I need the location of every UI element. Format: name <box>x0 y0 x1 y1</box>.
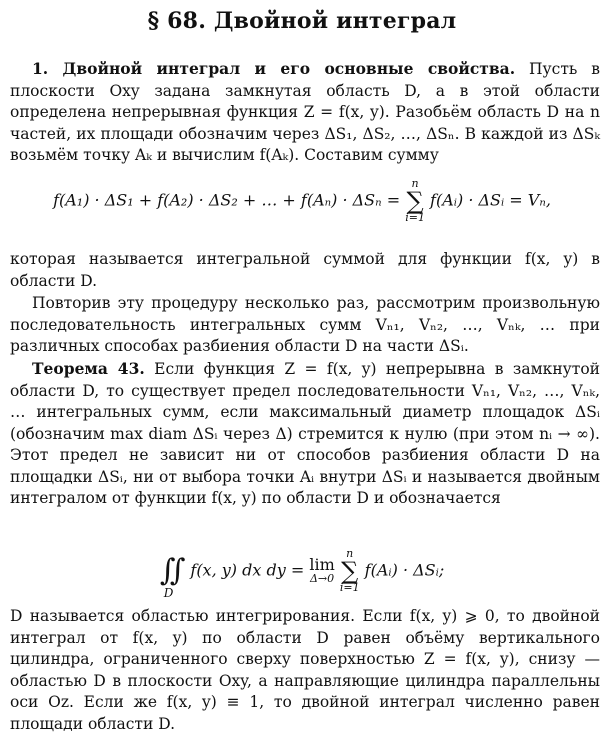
paragraph-integral-sum: которая называется интегральной суммой для функции f(x, y) в области D. <box>10 250 600 290</box>
paragraph-domain: D называется областью интегрирования. Если f(x, y) ⩾ 0, то двойной интеграл от f(x, y) по области D равен объёму вертикального цилиндра, ограниченного сверху поверхностью Z = f(x, y), снизу — областью D в плоскости Oxy, а направляющие цилиндра параллельны оси Oz. Если же f(x, y) ≡ 1, то двойной интеграл численно равен площади области D. <box>10 607 600 733</box>
sum-lower-limit-2: i=1 <box>339 581 360 594</box>
section-title: § 68. Двойной интеграл <box>147 8 457 34</box>
sum-lower-limit: i=1 <box>405 211 425 224</box>
paragraph-theorem <box>10 358 600 510</box>
limit-subscript: Δ→0 <box>309 572 335 585</box>
integration-domain: D <box>163 586 174 600</box>
double-integral-formula <box>0 547 604 600</box>
formula-right: f(Aᵢ) · ΔSᵢ = Vₙ, <box>430 190 551 210</box>
double-integral-symbol: ∬ <box>159 553 186 588</box>
limit-operator <box>309 557 334 585</box>
theorem-text: Если функция Z = f(x, y) непрерывна в замкнутой области D, то существует предел последовательности Vₙ₁, Vₙ₂, …, Vₙₖ, … интегральных сумм, если максимальный диаметр площадок ΔSᵢ (обозначим max diam ΔSᵢ через Δ) стремится к нулю (при этом nᵢ → ∞). Этот предел не зависит ни от способов разбиения области D на площадки ΔSᵢ, ни от выбора точки Aᵢ внутри ΔSᵢ и называется двойным интегралом от функции f(x, y) по области D и обозначается <box>10 360 601 507</box>
limit-word: lim <box>309 555 335 574</box>
paragraph-text: Пусть в плоскости Oxy задана замкнутая область D, а в этой области определена непрерывная функция Z = f(x, y). Разобьём область D на n частей, их площади обозначим через ΔS₁, ΔS₂, …, ΔSₙ. В каждой из ΔSₖ возьмём точку Aₖ и вычислим f(Aₖ). Составим сумму <box>10 60 600 164</box>
paragraph-definition <box>10 58 600 167</box>
theorem-heading: Теорема 43. <box>32 359 145 378</box>
double-integral-operator <box>159 553 186 600</box>
sum-operator-2 <box>340 548 360 594</box>
sum-upper-limit: n <box>411 177 419 190</box>
subsection-heading: 1. Двойной интеграл и его основные свойства. <box>32 59 516 78</box>
sum-symbol-2: ∑ <box>341 557 359 585</box>
formula-left: f(A₁) · ΔS₁ + f(A₂) · ΔS₂ + … + f(Aₙ) · ΔSₙ = <box>53 190 401 210</box>
formula2-right: f(Aᵢ) · ΔSᵢ; <box>364 560 445 580</box>
paragraph-sequence: Повторив эту процедуру несколько раз, рассмотрим произвольную последовательность интегральных сумм Vₙ₁, Vₙ₂, …, Vₙₖ, … при различных способах разбиения области D на части ΔSᵢ. <box>10 294 600 355</box>
integral-sum-formula <box>0 178 604 224</box>
integrand: f(x, y) dx dy = <box>190 560 305 580</box>
sum-symbol: ∑ <box>406 187 424 215</box>
sum-operator <box>405 178 425 224</box>
sum-upper-limit-2: n <box>346 547 354 560</box>
